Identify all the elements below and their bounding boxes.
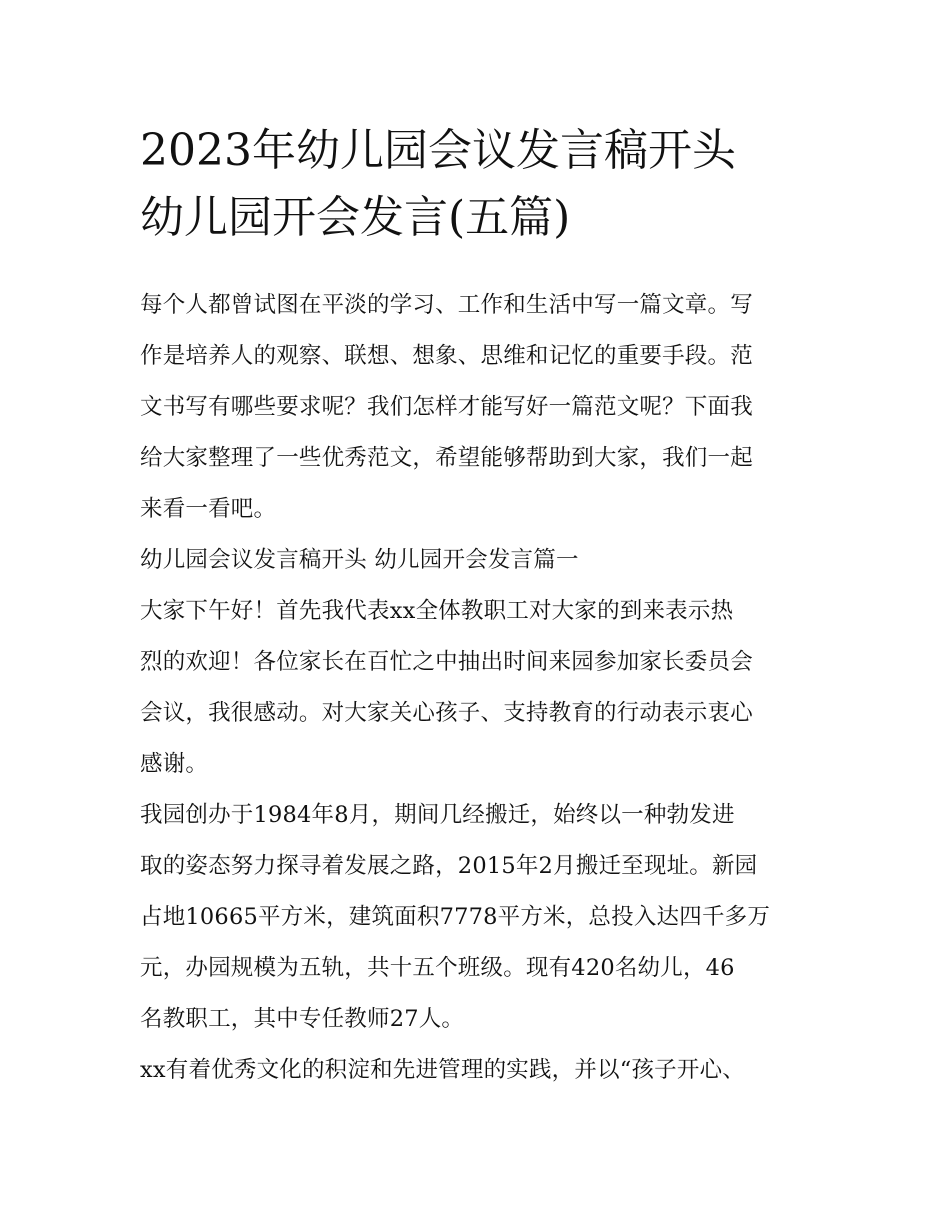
text-line: 名教职工，其中专任教师27人。	[140, 1006, 465, 1032]
paragraph-history	[140, 790, 820, 1045]
text-line: 每个人都曾试图在平淡的学习、工作和生活中写一篇文章。写	[140, 292, 753, 318]
text-line: 占地10665平方米，建筑面积7778平方米，总投入达四千多万	[140, 904, 771, 930]
text-line: 感谢。	[140, 751, 209, 777]
text-line: 元，办园规模为五轨，共十五个班级。现有420名幼儿，46	[140, 955, 735, 981]
text-line: 文书写有哪些要求呢？我们怎样才能写好一篇范文呢？下面我	[140, 394, 753, 420]
title-line: 2023年幼儿园会议发言稿开头	[140, 125, 736, 176]
text-line: xx有着优秀文化的积淀和先进管理的实践，并以“孩子开心、	[140, 1057, 745, 1083]
text-line: 大家下午好！首先我代表xx全体教职工对大家的到来表示热	[140, 598, 734, 624]
text-line: 作是培养人的观察、联想、想象、思维和记忆的重要手段。范	[140, 343, 753, 369]
text-line: 取的姿态努力探寻着发展之路，2015年2月搬迁至现址。新园	[140, 853, 758, 879]
document-title	[140, 117, 820, 251]
section-heading	[140, 535, 820, 586]
text-line: 烈的欢迎！各位家长在百忙之中抽出时间来园参加家长委员会	[140, 649, 753, 675]
text-line: 我园创办于1984年8月，期间几经搬迁，始终以一种勃发进	[140, 802, 735, 828]
paragraph-greeting	[140, 586, 820, 790]
paragraph-culture	[140, 1045, 820, 1096]
paragraph-intro	[140, 280, 820, 535]
title-line: 幼儿园开会发言(五篇)	[140, 192, 571, 243]
text-line: 给大家整理了一些优秀范文，希望能够帮助到大家，我们一起	[140, 445, 753, 471]
text-line: 幼儿园会议发言稿开头 幼儿园开会发言篇一	[140, 547, 579, 573]
document-body	[140, 280, 820, 1096]
text-line: 会议，我很感动。对大家关心孩子、支持教育的行动表示衷心	[140, 700, 753, 726]
text-line: 来看一看吧。	[140, 496, 277, 522]
